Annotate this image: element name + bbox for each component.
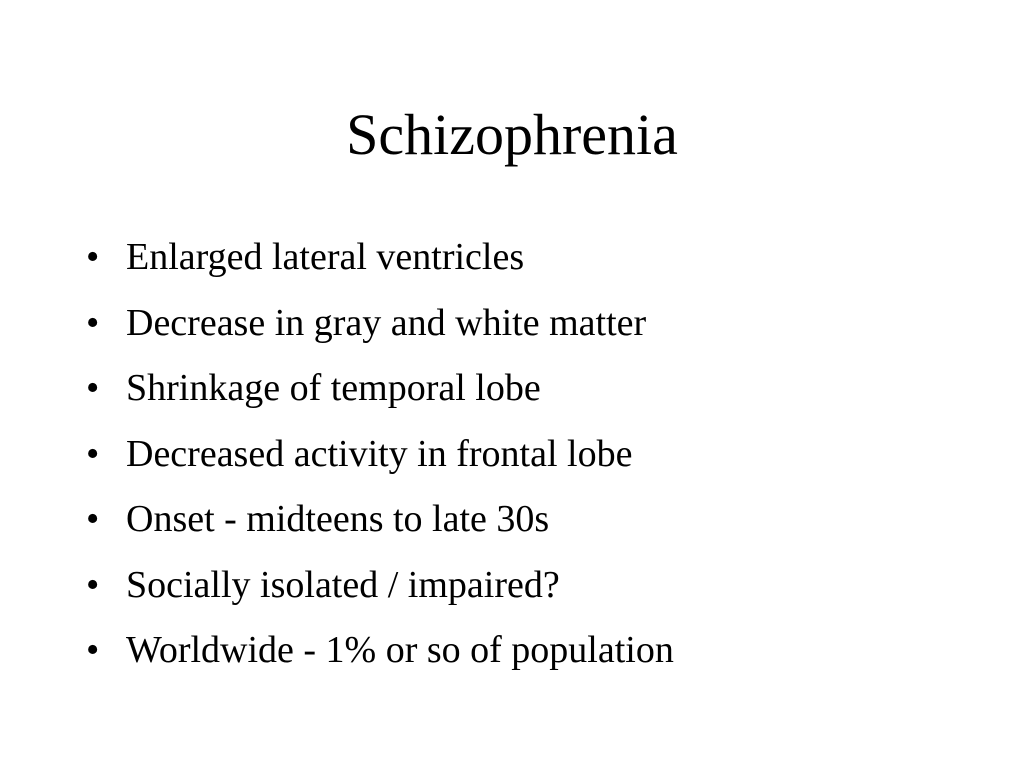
bullet-item	[86, 291, 986, 357]
bullet-text: Worldwide - 1% or so of population	[126, 629, 674, 671]
bullet-text: Onset - midteens to late 30s	[126, 498, 550, 540]
bullet-item	[86, 356, 986, 422]
bullet-text: Decrease in gray and white matter	[126, 301, 647, 344]
bullet-icon: •	[86, 236, 100, 278]
bullet-list	[86, 225, 986, 684]
bullet-icon: •	[86, 563, 100, 606]
bullet-item	[86, 225, 986, 291]
bullet-icon: •	[86, 367, 100, 409]
bullet-text: Shrinkage of temporal lobe	[126, 367, 541, 409]
bullet-icon: •	[86, 301, 100, 344]
bullet-item	[86, 422, 986, 488]
bullet-icon: •	[86, 498, 100, 540]
bullet-text: Enlarged lateral ventricles	[126, 236, 525, 278]
bullet-icon: •	[86, 432, 100, 475]
bullet-item	[86, 553, 986, 619]
bullet-text: Socially isolated / impaired?	[126, 563, 560, 606]
bullet-icon: •	[86, 629, 100, 671]
bullet-item	[86, 618, 986, 684]
bullet-text: Decreased activity in frontal lobe	[126, 432, 633, 475]
bullet-item	[86, 487, 986, 553]
slide-title: Schizophrenia	[346, 102, 678, 167]
